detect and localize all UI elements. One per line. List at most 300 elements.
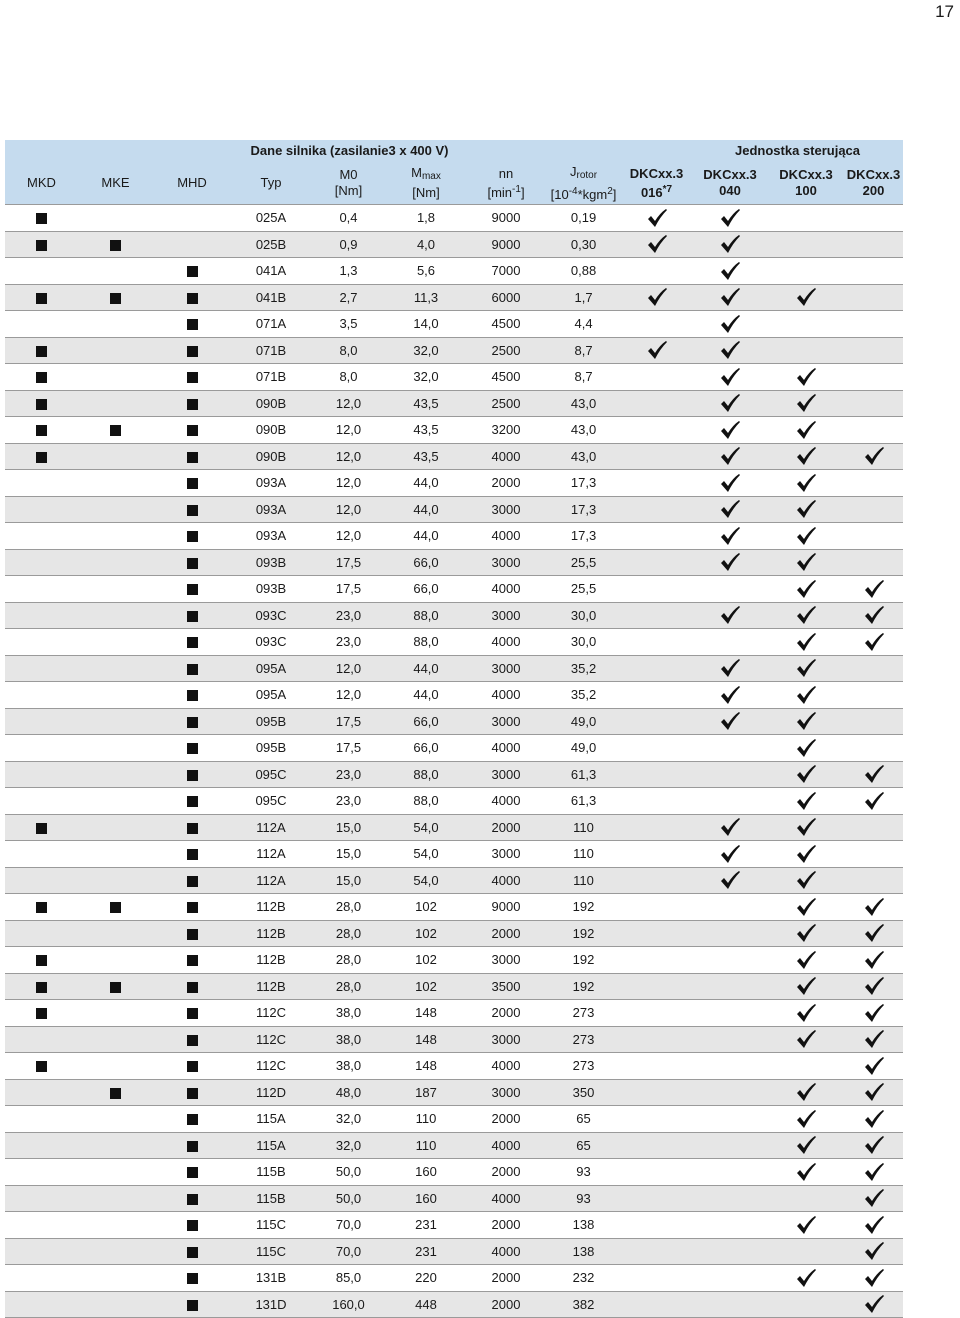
cell-mhd bbox=[153, 655, 231, 682]
header-blank bbox=[78, 140, 153, 162]
table-row bbox=[5, 443, 903, 470]
cell-d016 bbox=[621, 1106, 692, 1133]
cell-m0: 12,0 bbox=[311, 523, 386, 550]
cell-mke bbox=[78, 1212, 153, 1239]
cell-d200 bbox=[844, 549, 903, 576]
cell-mkd bbox=[5, 1132, 78, 1159]
cell-d100 bbox=[768, 708, 844, 735]
cell-mkd bbox=[5, 655, 78, 682]
cell-nn: 9000 bbox=[466, 205, 546, 232]
checkmark-icon bbox=[646, 234, 668, 254]
cell-d040 bbox=[692, 655, 768, 682]
table-body bbox=[5, 205, 903, 1318]
checkmark-icon bbox=[646, 208, 668, 228]
checkmark-icon bbox=[795, 393, 817, 413]
square-bullet-icon bbox=[110, 902, 121, 913]
cell-mke bbox=[78, 1159, 153, 1186]
cell-nn: 2000 bbox=[466, 1212, 546, 1239]
cell-typ: 095C bbox=[231, 761, 311, 788]
square-bullet-icon bbox=[36, 902, 47, 913]
cell-d200 bbox=[844, 1106, 903, 1133]
cell-mmax: 44,0 bbox=[386, 682, 466, 709]
cell-mhd bbox=[153, 1000, 231, 1027]
cell-mmax: 44,0 bbox=[386, 496, 466, 523]
table-row bbox=[5, 576, 903, 603]
square-bullet-icon bbox=[187, 319, 198, 330]
table-row bbox=[5, 867, 903, 894]
checkmark-icon bbox=[863, 579, 885, 599]
cell-mke bbox=[78, 1291, 153, 1318]
cell-mkd bbox=[5, 682, 78, 709]
cell-typ: 041B bbox=[231, 284, 311, 311]
table-row bbox=[5, 1132, 903, 1159]
cell-d100 bbox=[768, 602, 844, 629]
cell-d016 bbox=[621, 682, 692, 709]
cell-d040 bbox=[692, 735, 768, 762]
cell-mhd bbox=[153, 1132, 231, 1159]
cell-m0: 3,5 bbox=[311, 311, 386, 338]
checkmark-icon bbox=[719, 446, 741, 466]
cell-mkd bbox=[5, 1291, 78, 1318]
cell-typ: 041A bbox=[231, 258, 311, 285]
cell-mmax: 448 bbox=[386, 1291, 466, 1318]
cell-mke bbox=[78, 1185, 153, 1212]
cell-mkd bbox=[5, 814, 78, 841]
cell-m0: 15,0 bbox=[311, 814, 386, 841]
cell-mke bbox=[78, 1053, 153, 1080]
cell-mke bbox=[78, 735, 153, 762]
cell-mmax: 160 bbox=[386, 1185, 466, 1212]
checkmark-icon bbox=[795, 632, 817, 652]
cell-typ: 025A bbox=[231, 205, 311, 232]
cell-d040 bbox=[692, 390, 768, 417]
cell-d016 bbox=[621, 735, 692, 762]
cell-typ: 093C bbox=[231, 602, 311, 629]
cell-nn: 4000 bbox=[466, 867, 546, 894]
cell-mhd bbox=[153, 788, 231, 815]
cell-d016 bbox=[621, 390, 692, 417]
table-row bbox=[5, 629, 903, 656]
cell-nn: 3000 bbox=[466, 549, 546, 576]
square-bullet-icon bbox=[36, 955, 47, 966]
square-bullet-icon bbox=[110, 293, 121, 304]
cell-mhd bbox=[153, 576, 231, 603]
cell-m0: 28,0 bbox=[311, 894, 386, 921]
cell-d040 bbox=[692, 1106, 768, 1133]
header-jrotor-unit-sup2: 2 bbox=[607, 185, 613, 197]
cell-nn: 4000 bbox=[466, 629, 546, 656]
cell-d016 bbox=[621, 470, 692, 497]
cell-mkd bbox=[5, 443, 78, 470]
cell-mke bbox=[78, 311, 153, 338]
cell-d016 bbox=[621, 1079, 692, 1106]
cell-m0: 8,0 bbox=[311, 364, 386, 391]
cell-d100 bbox=[768, 973, 844, 1000]
checkmark-icon bbox=[719, 870, 741, 890]
checkmark-icon bbox=[863, 1241, 885, 1261]
cell-typ: 093B bbox=[231, 576, 311, 603]
cell-d100 bbox=[768, 894, 844, 921]
cell-mmax: 231 bbox=[386, 1212, 466, 1239]
cell-d100 bbox=[768, 284, 844, 311]
cell-typ: 093A bbox=[231, 523, 311, 550]
table-row bbox=[5, 761, 903, 788]
checkmark-icon bbox=[719, 605, 741, 625]
cell-j: 0,88 bbox=[546, 258, 621, 285]
square-bullet-icon bbox=[36, 293, 47, 304]
square-bullet-icon bbox=[36, 399, 47, 410]
cell-j: 0,30 bbox=[546, 231, 621, 258]
cell-mmax: 88,0 bbox=[386, 629, 466, 656]
checkmark-icon bbox=[863, 1029, 885, 1049]
square-bullet-icon bbox=[187, 796, 198, 807]
cell-j: 30,0 bbox=[546, 602, 621, 629]
cell-d040 bbox=[692, 947, 768, 974]
cell-nn: 3000 bbox=[466, 761, 546, 788]
square-bullet-icon bbox=[187, 1220, 198, 1231]
cell-m0: 15,0 bbox=[311, 841, 386, 868]
cell-d100 bbox=[768, 735, 844, 762]
cell-mhd bbox=[153, 364, 231, 391]
cell-d040 bbox=[692, 973, 768, 1000]
cell-d200 bbox=[844, 443, 903, 470]
cell-d100 bbox=[768, 470, 844, 497]
checkmark-icon bbox=[719, 393, 741, 413]
square-bullet-icon bbox=[187, 743, 198, 754]
cell-j: 273 bbox=[546, 1026, 621, 1053]
square-bullet-icon bbox=[187, 452, 198, 463]
cell-mke bbox=[78, 337, 153, 364]
checkmark-icon bbox=[795, 1268, 817, 1288]
square-bullet-icon bbox=[187, 929, 198, 940]
table-row bbox=[5, 1159, 903, 1186]
cell-d040 bbox=[692, 1132, 768, 1159]
cell-typ: 095B bbox=[231, 708, 311, 735]
cell-mmax: 102 bbox=[386, 947, 466, 974]
cell-mmax: 43,5 bbox=[386, 390, 466, 417]
cell-d100 bbox=[768, 655, 844, 682]
checkmark-icon bbox=[863, 1056, 885, 1076]
cell-d100 bbox=[768, 576, 844, 603]
cell-d200 bbox=[844, 1265, 903, 1292]
table-row bbox=[5, 311, 903, 338]
cell-mkd bbox=[5, 920, 78, 947]
cell-j: 17,3 bbox=[546, 496, 621, 523]
cell-mhd bbox=[153, 284, 231, 311]
cell-nn: 3000 bbox=[466, 947, 546, 974]
cell-m0: 28,0 bbox=[311, 947, 386, 974]
cell-mmax: 1,8 bbox=[386, 205, 466, 232]
cell-d100 bbox=[768, 1053, 844, 1080]
cell-mhd bbox=[153, 602, 231, 629]
cell-j: 49,0 bbox=[546, 708, 621, 735]
header-dkc-016-model: DKCxx.3 bbox=[629, 165, 684, 181]
cell-nn: 3000 bbox=[466, 1079, 546, 1106]
checkmark-icon bbox=[719, 526, 741, 546]
cell-m0: 38,0 bbox=[311, 1000, 386, 1027]
checkmark-icon bbox=[795, 1109, 817, 1129]
checkmark-icon bbox=[863, 605, 885, 625]
cell-d100 bbox=[768, 258, 844, 285]
cell-d016 bbox=[621, 814, 692, 841]
cell-mmax: 220 bbox=[386, 1265, 466, 1292]
table-row bbox=[5, 1265, 903, 1292]
cell-d100 bbox=[768, 788, 844, 815]
cell-j: 61,3 bbox=[546, 788, 621, 815]
checkmark-icon bbox=[795, 526, 817, 546]
cell-d200 bbox=[844, 576, 903, 603]
cell-mhd bbox=[153, 1291, 231, 1318]
cell-d016 bbox=[621, 1000, 692, 1027]
cell-m0: 17,5 bbox=[311, 708, 386, 735]
cell-j: 192 bbox=[546, 973, 621, 1000]
cell-mhd bbox=[153, 894, 231, 921]
cell-mhd bbox=[153, 973, 231, 1000]
cell-mmax: 231 bbox=[386, 1238, 466, 1265]
cell-d200 bbox=[844, 894, 903, 921]
cell-mmax: 66,0 bbox=[386, 549, 466, 576]
cell-mke bbox=[78, 629, 153, 656]
cell-mkd bbox=[5, 311, 78, 338]
cell-d040 bbox=[692, 920, 768, 947]
cell-m0: 38,0 bbox=[311, 1026, 386, 1053]
table-row bbox=[5, 682, 903, 709]
cell-nn: 2000 bbox=[466, 470, 546, 497]
cell-mhd bbox=[153, 814, 231, 841]
cell-d200 bbox=[844, 920, 903, 947]
table-row bbox=[5, 814, 903, 841]
cell-d200 bbox=[844, 496, 903, 523]
checkmark-icon bbox=[719, 552, 741, 572]
header-dkc-100-size: 100 bbox=[795, 183, 817, 198]
checkmark-icon bbox=[719, 658, 741, 678]
cell-mhd bbox=[153, 1106, 231, 1133]
checkmark-icon bbox=[719, 844, 741, 864]
cell-d100 bbox=[768, 523, 844, 550]
checkmark-icon bbox=[719, 261, 741, 281]
cell-m0: 28,0 bbox=[311, 920, 386, 947]
square-bullet-icon bbox=[187, 372, 198, 383]
cell-d040 bbox=[692, 1026, 768, 1053]
cell-d040 bbox=[692, 523, 768, 550]
cell-mmax: 148 bbox=[386, 1026, 466, 1053]
table-row bbox=[5, 1000, 903, 1027]
cell-mmax: 66,0 bbox=[386, 708, 466, 735]
cell-d016 bbox=[621, 761, 692, 788]
checkmark-icon bbox=[719, 287, 741, 307]
cell-d100 bbox=[768, 417, 844, 444]
cell-mmax: 148 bbox=[386, 1000, 466, 1027]
cell-d200 bbox=[844, 973, 903, 1000]
cell-typ: 115C bbox=[231, 1212, 311, 1239]
cell-mmax: 32,0 bbox=[386, 337, 466, 364]
cell-mmax: 102 bbox=[386, 920, 466, 947]
square-bullet-icon bbox=[187, 425, 198, 436]
cell-d100 bbox=[768, 1265, 844, 1292]
checkmark-icon bbox=[795, 817, 817, 837]
checkmark-icon bbox=[795, 420, 817, 440]
cell-nn: 2000 bbox=[466, 814, 546, 841]
table-header bbox=[5, 140, 903, 205]
cell-mke bbox=[78, 814, 153, 841]
cell-nn: 2000 bbox=[466, 920, 546, 947]
cell-mkd bbox=[5, 337, 78, 364]
cell-typ: 115C bbox=[231, 1238, 311, 1265]
cell-typ: 071A bbox=[231, 311, 311, 338]
cell-d016 bbox=[621, 894, 692, 921]
cell-d100 bbox=[768, 1000, 844, 1027]
cell-d040 bbox=[692, 549, 768, 576]
square-bullet-icon bbox=[187, 1141, 198, 1152]
header-jrotor-label: J bbox=[570, 163, 577, 179]
checkmark-icon bbox=[863, 1268, 885, 1288]
cell-d016 bbox=[621, 1159, 692, 1186]
square-bullet-icon bbox=[36, 1061, 47, 1072]
header-nn-label: nn bbox=[498, 165, 514, 181]
cell-d016 bbox=[621, 1026, 692, 1053]
cell-d200 bbox=[844, 602, 903, 629]
square-bullet-icon bbox=[36, 982, 47, 993]
cell-mkd bbox=[5, 496, 78, 523]
checkmark-icon bbox=[863, 976, 885, 996]
cell-d100 bbox=[768, 390, 844, 417]
cell-mkd bbox=[5, 523, 78, 550]
square-bullet-icon bbox=[187, 717, 198, 728]
cell-mkd bbox=[5, 867, 78, 894]
motor-controller-table bbox=[5, 140, 903, 1318]
square-bullet-icon bbox=[187, 1194, 198, 1205]
cell-d040 bbox=[692, 231, 768, 258]
cell-nn: 3000 bbox=[466, 496, 546, 523]
square-bullet-icon bbox=[36, 372, 47, 383]
header-mhd: MHD bbox=[153, 162, 231, 205]
square-bullet-icon bbox=[187, 1247, 198, 1258]
cell-m0: 8,0 bbox=[311, 337, 386, 364]
cell-m0: 12,0 bbox=[311, 417, 386, 444]
checkmark-icon bbox=[863, 446, 885, 466]
cell-d200 bbox=[844, 735, 903, 762]
cell-j: 17,3 bbox=[546, 523, 621, 550]
cell-mke bbox=[78, 417, 153, 444]
cell-mkd bbox=[5, 1026, 78, 1053]
table-row bbox=[5, 1185, 903, 1212]
cell-d200 bbox=[844, 337, 903, 364]
cell-j: 25,5 bbox=[546, 549, 621, 576]
cell-d016 bbox=[621, 417, 692, 444]
cell-m0: 12,0 bbox=[311, 496, 386, 523]
cell-d100 bbox=[768, 867, 844, 894]
cell-d200 bbox=[844, 258, 903, 285]
cell-m0: 12,0 bbox=[311, 390, 386, 417]
cell-mkd bbox=[5, 735, 78, 762]
cell-typ: 112B bbox=[231, 973, 311, 1000]
cell-d016 bbox=[621, 523, 692, 550]
cell-mke bbox=[78, 1026, 153, 1053]
cell-mmax: 43,5 bbox=[386, 417, 466, 444]
cell-nn: 2000 bbox=[466, 1106, 546, 1133]
cell-nn: 2000 bbox=[466, 1159, 546, 1186]
cell-typ: 095A bbox=[231, 655, 311, 682]
cell-d040 bbox=[692, 258, 768, 285]
cell-d200 bbox=[844, 1026, 903, 1053]
checkmark-icon bbox=[795, 1215, 817, 1235]
cell-d040 bbox=[692, 841, 768, 868]
cell-typ: 112A bbox=[231, 867, 311, 894]
checkmark-icon bbox=[719, 499, 741, 519]
cell-d200 bbox=[844, 284, 903, 311]
table-row bbox=[5, 1026, 903, 1053]
cell-typ: 131B bbox=[231, 1265, 311, 1292]
cell-d016 bbox=[621, 867, 692, 894]
cell-d016 bbox=[621, 629, 692, 656]
cell-mke bbox=[78, 761, 153, 788]
cell-d200 bbox=[844, 761, 903, 788]
header-dkc-016 bbox=[621, 162, 692, 205]
header-dkc-040-model: DKCxx.3 bbox=[703, 167, 757, 182]
cell-mke bbox=[78, 284, 153, 311]
cell-nn: 4000 bbox=[466, 576, 546, 603]
cell-d040 bbox=[692, 1000, 768, 1027]
cell-nn: 4000 bbox=[466, 1185, 546, 1212]
cell-mkd bbox=[5, 470, 78, 497]
cell-mhd bbox=[153, 841, 231, 868]
table-row bbox=[5, 496, 903, 523]
checkmark-icon bbox=[863, 1135, 885, 1155]
cell-d200 bbox=[844, 1212, 903, 1239]
cell-j: 65 bbox=[546, 1132, 621, 1159]
table-row bbox=[5, 841, 903, 868]
checkmark-icon bbox=[795, 711, 817, 731]
cell-m0: 32,0 bbox=[311, 1132, 386, 1159]
cell-j: 192 bbox=[546, 920, 621, 947]
cell-mke bbox=[78, 1265, 153, 1292]
cell-nn: 9000 bbox=[466, 231, 546, 258]
header-nn-unit bbox=[487, 185, 524, 200]
square-bullet-icon bbox=[110, 982, 121, 993]
cell-typ: 115A bbox=[231, 1132, 311, 1159]
cell-j: 30,0 bbox=[546, 629, 621, 656]
cell-typ: 112C bbox=[231, 1000, 311, 1027]
cell-d200 bbox=[844, 1132, 903, 1159]
cell-mhd bbox=[153, 947, 231, 974]
checkmark-icon bbox=[795, 605, 817, 625]
cell-nn: 2000 bbox=[466, 1291, 546, 1318]
cell-j: 17,3 bbox=[546, 470, 621, 497]
page-number: 17 bbox=[935, 2, 954, 21]
cell-mhd bbox=[153, 1159, 231, 1186]
cell-d200 bbox=[844, 1185, 903, 1212]
cell-m0: 12,0 bbox=[311, 443, 386, 470]
square-bullet-icon bbox=[187, 558, 198, 569]
cell-typ: 112A bbox=[231, 814, 311, 841]
table-row bbox=[5, 470, 903, 497]
cell-m0: 23,0 bbox=[311, 602, 386, 629]
cell-mmax: 88,0 bbox=[386, 761, 466, 788]
square-bullet-icon bbox=[110, 1088, 121, 1099]
cell-d040 bbox=[692, 867, 768, 894]
cell-mkd bbox=[5, 1185, 78, 1212]
cell-j: 273 bbox=[546, 1053, 621, 1080]
cell-d200 bbox=[844, 1053, 903, 1080]
cell-d016 bbox=[621, 231, 692, 258]
table-row bbox=[5, 947, 903, 974]
cell-nn: 4000 bbox=[466, 443, 546, 470]
cell-d016 bbox=[621, 602, 692, 629]
cell-mke bbox=[78, 1079, 153, 1106]
cell-nn: 7000 bbox=[466, 258, 546, 285]
cell-mmax: 102 bbox=[386, 894, 466, 921]
header-mmax-subscript: max bbox=[421, 171, 441, 182]
